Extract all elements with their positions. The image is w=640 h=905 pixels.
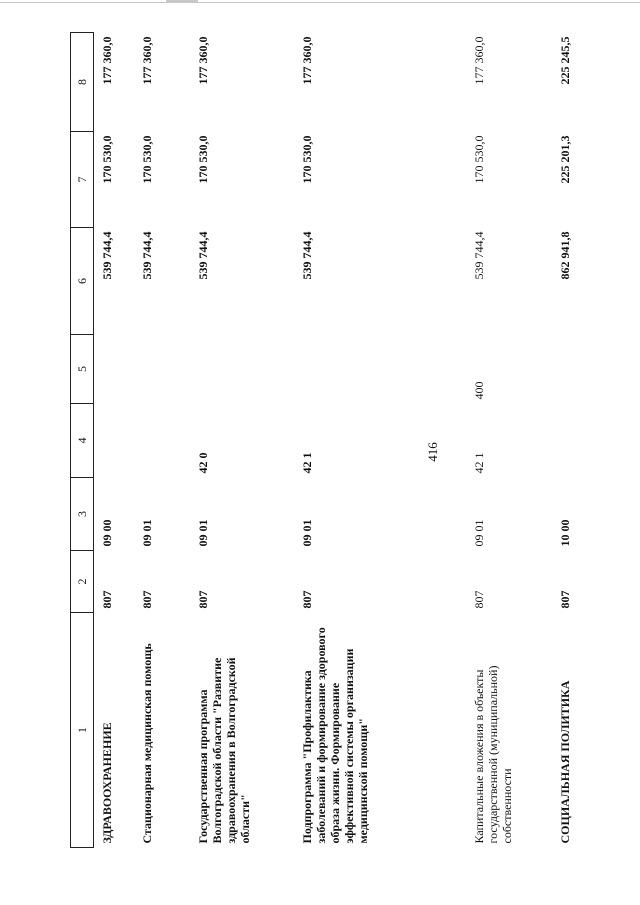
cell-program: 42 1: [299, 452, 314, 474]
cell-program: [134, 404, 190, 478]
cell-section: 09 00: [100, 519, 114, 547]
cell-ministry: 807: [100, 590, 114, 609]
cell-amount-6: 862 941,8: [557, 231, 572, 280]
cell-amount-7: 170 530,0: [139, 135, 154, 184]
row-name: ЗДРАВООХРАНЕНИЕ: [100, 722, 114, 844]
cell-expense-type: [134, 335, 190, 404]
cell-program: 42 0: [195, 452, 210, 474]
cell-amount-7: 170 530,0: [100, 135, 114, 184]
table-row: [190, 33, 294, 848]
col-header-6: 6: [71, 228, 94, 335]
cell-amount-6: 539 744,4: [100, 231, 114, 280]
cell-expense-type: 400: [471, 381, 486, 400]
rotated-page: [70, 33, 640, 848]
cell-amount-8: 177 360,0: [139, 36, 154, 85]
row-name: Подпрограмма "Профилактика заболеваний и формирование здорового образа жизни. Формирование эффективной системы организации медицинской помощи": [299, 627, 370, 844]
scan-top-edge: [0, 2, 640, 3]
cell-amount-8: 177 360,0: [299, 36, 314, 85]
cell-amount-6: 539 744,4: [471, 231, 486, 280]
row-name: Стационарная медицинская помощь: [139, 643, 154, 844]
cell-ministry: 807: [557, 590, 572, 609]
table-row: [466, 33, 552, 848]
scan-top-mark: [166, 0, 198, 2]
cell-amount-7: 170 530,0: [195, 135, 210, 184]
row-name: Капитальные вложения в объекты государственной (муниципальной) собственности: [471, 665, 514, 844]
table-row: [94, 33, 134, 848]
cell-expense-type: [294, 335, 466, 404]
cell-amount-7: 170 530,0: [299, 135, 314, 184]
cell-ministry: 807: [299, 590, 314, 609]
row-name: СОЦИАЛЬНАЯ ПОЛИТИКА: [557, 680, 572, 844]
cell-amount-6: 539 744,4: [195, 231, 210, 280]
cell-expense-type: [552, 335, 588, 404]
cell-amount-8: 177 360,0: [471, 36, 486, 85]
col-header-5: 5: [71, 335, 94, 404]
col-header-1: 1: [71, 613, 94, 848]
row-name: Государственная программа Волгоградской области "Развитие здравоохранения в Волгоградской области": [195, 657, 252, 844]
cell-section: 09 01: [195, 519, 210, 547]
cell-amount-6: 539 744,4: [139, 231, 154, 280]
cell-section: 09 01: [139, 519, 154, 547]
cell-section: 09 01: [299, 519, 314, 547]
cell-amount-8: 225 245,5: [557, 36, 572, 85]
cell-expense-type: [190, 335, 294, 404]
cell-amount-7: 170 530,0: [471, 135, 486, 184]
cell-section: 09 01: [471, 519, 486, 547]
cell-program: [94, 404, 134, 478]
cell-expense-type: [94, 335, 134, 404]
table-row: [294, 33, 466, 848]
table-row: [552, 33, 588, 848]
col-header-7: 7: [71, 132, 94, 228]
col-header-8: 8: [71, 33, 94, 132]
cell-ministry: 807: [139, 590, 154, 609]
cell-program: 42 1: [471, 452, 486, 474]
col-header-3: 3: [71, 478, 94, 551]
cell-ministry: 807: [471, 590, 486, 609]
table-row: [134, 33, 190, 848]
header-row: [71, 33, 94, 848]
budget-table: [70, 32, 588, 848]
cell-section: 10 00: [557, 519, 572, 547]
cell-program: [552, 404, 588, 478]
col-header-4: 4: [71, 404, 94, 478]
cell-amount-8: 177 360,0: [100, 36, 114, 85]
page-number: 416: [425, 442, 440, 462]
cell-amount-6: 539 744,4: [299, 231, 314, 280]
col-header-2: 2: [71, 551, 94, 613]
cell-amount-8: 177 360,0: [195, 36, 210, 85]
cell-ministry: 807: [195, 590, 210, 609]
cell-amount-7: 225 201,3: [557, 135, 572, 184]
